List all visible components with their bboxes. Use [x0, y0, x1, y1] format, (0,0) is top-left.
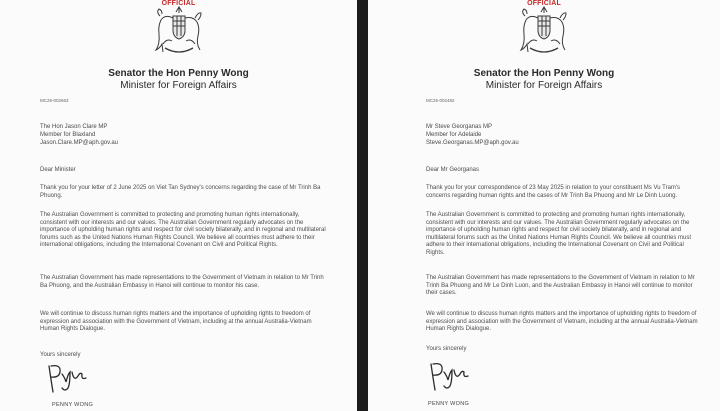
body-paragraph-2: The Australian Government is committed to protecting and promoting human rights internationally, consistent with our interests and our values. The Australian Government regularly advocates on the importance of upholding human rights and respect for civil society bilaterally, and in regional and multilateral forums such as the United Nations Human Rights Council. We believe all countries must adhere to their international obligations, including the International Covenant on Civil and Political Rights. — [426, 212, 692, 256]
address-line: Member for Blaxland — [40, 132, 96, 138]
closing: Yours sincerely — [426, 346, 467, 352]
page-divider — [357, 0, 368, 411]
official-label: OFFICIAL — [161, 0, 196, 7]
signer-name: PENNY WONG — [428, 401, 470, 407]
official-label: OFFICIAL — [527, 0, 561, 7]
sender-title: Minister for Foreign Affairs — [485, 80, 603, 91]
letter-to-steve-georganas — [368, 0, 720, 411]
salutation: Dear Minister — [40, 167, 76, 173]
salutation: Dear Mr Georganas — [426, 167, 480, 173]
body-paragraph-2: The Australian Government is committed to protecting and promoting human rights internationally, consistent with our interests and our values. The Australian Government regularly advocates on the importance of upholding human rights and respect for civil society bilaterally, and in regional and multilateral forums such as the United Nations Human Rights Council. We believe all countries must adhere to their international obligations, including the International Covenant on Civil and Political Rights. — [40, 212, 326, 249]
reference-number: MC25-002663 — [40, 98, 69, 103]
address-email: Jason.Clare.MP@aph.gov.au — [40, 140, 119, 146]
recipient-address — [426, 123, 519, 147]
body-paragraph-1: Thank you for your correspondence of 23 May 2025 in relation to your constituent Ms Vu Tram's concerns regarding human rights and the cases of Mr Trinh Ba Phuong and Mr Le Dinh Luong. — [426, 185, 681, 199]
coat-of-arms-icon — [508, 4, 580, 62]
body-paragraph-4: We will continue to discuss human rights matters and the importance of upholding rights to freedom of expression and association with the Government of Vietnam, including at the annual Australia-Vietnam Human Rights Dialogue. — [40, 311, 312, 333]
reference-number: MC25-002482 — [426, 98, 455, 103]
signature-image — [46, 362, 92, 394]
address-line: Mr Steve Georganas MP — [426, 124, 493, 130]
address-line: Member for Adelaide — [426, 132, 482, 138]
letter-to-jason-clare — [0, 0, 357, 411]
address-line: The Hon Jason Clare MP — [40, 124, 108, 130]
address-email: Steve.Georganas.MP@aph.gov.au — [426, 140, 519, 146]
sender-name: Senator the Hon Penny Wong — [473, 68, 615, 79]
body-paragraph-3: The Australian Government has made representations to the Government of Vietnam in relation to Mr Trinh Ba Phuong, and the Australian Embassy in Hanoi will continue to monitor his case. — [40, 275, 324, 289]
coat-of-arms-icon — [143, 4, 215, 62]
body-paragraph-4: We will continue to discuss human rights matters and the importance of upholding rights to freedom of expression and association with the Government of Vietnam, including at the annual Australia-Vietnam Human Rights Dialogue. — [426, 311, 698, 333]
sender-title: Minister for Foreign Affairs — [120, 80, 237, 91]
signature-image — [428, 360, 474, 392]
signer-name: PENNY WONG — [52, 402, 94, 408]
body-paragraph-3: The Australian Government has made representations to the Government of Vietnam in relation to Mr Trinh Ba Phuong and Mr Le Dinh Luon, and the Australian Embassy in Hanoi will continue to monitor their cases. — [426, 275, 695, 297]
recipient-address — [40, 123, 118, 147]
body-paragraph-1: Thank you for your letter of 2 June 2025 on Viet Tan Sydney's concerns regarding the case of Mr Trinh Ba Phuong. — [40, 185, 321, 199]
sender-name: Senator the Hon Penny Wong — [108, 68, 249, 79]
closing: Yours sincerely — [40, 352, 81, 358]
